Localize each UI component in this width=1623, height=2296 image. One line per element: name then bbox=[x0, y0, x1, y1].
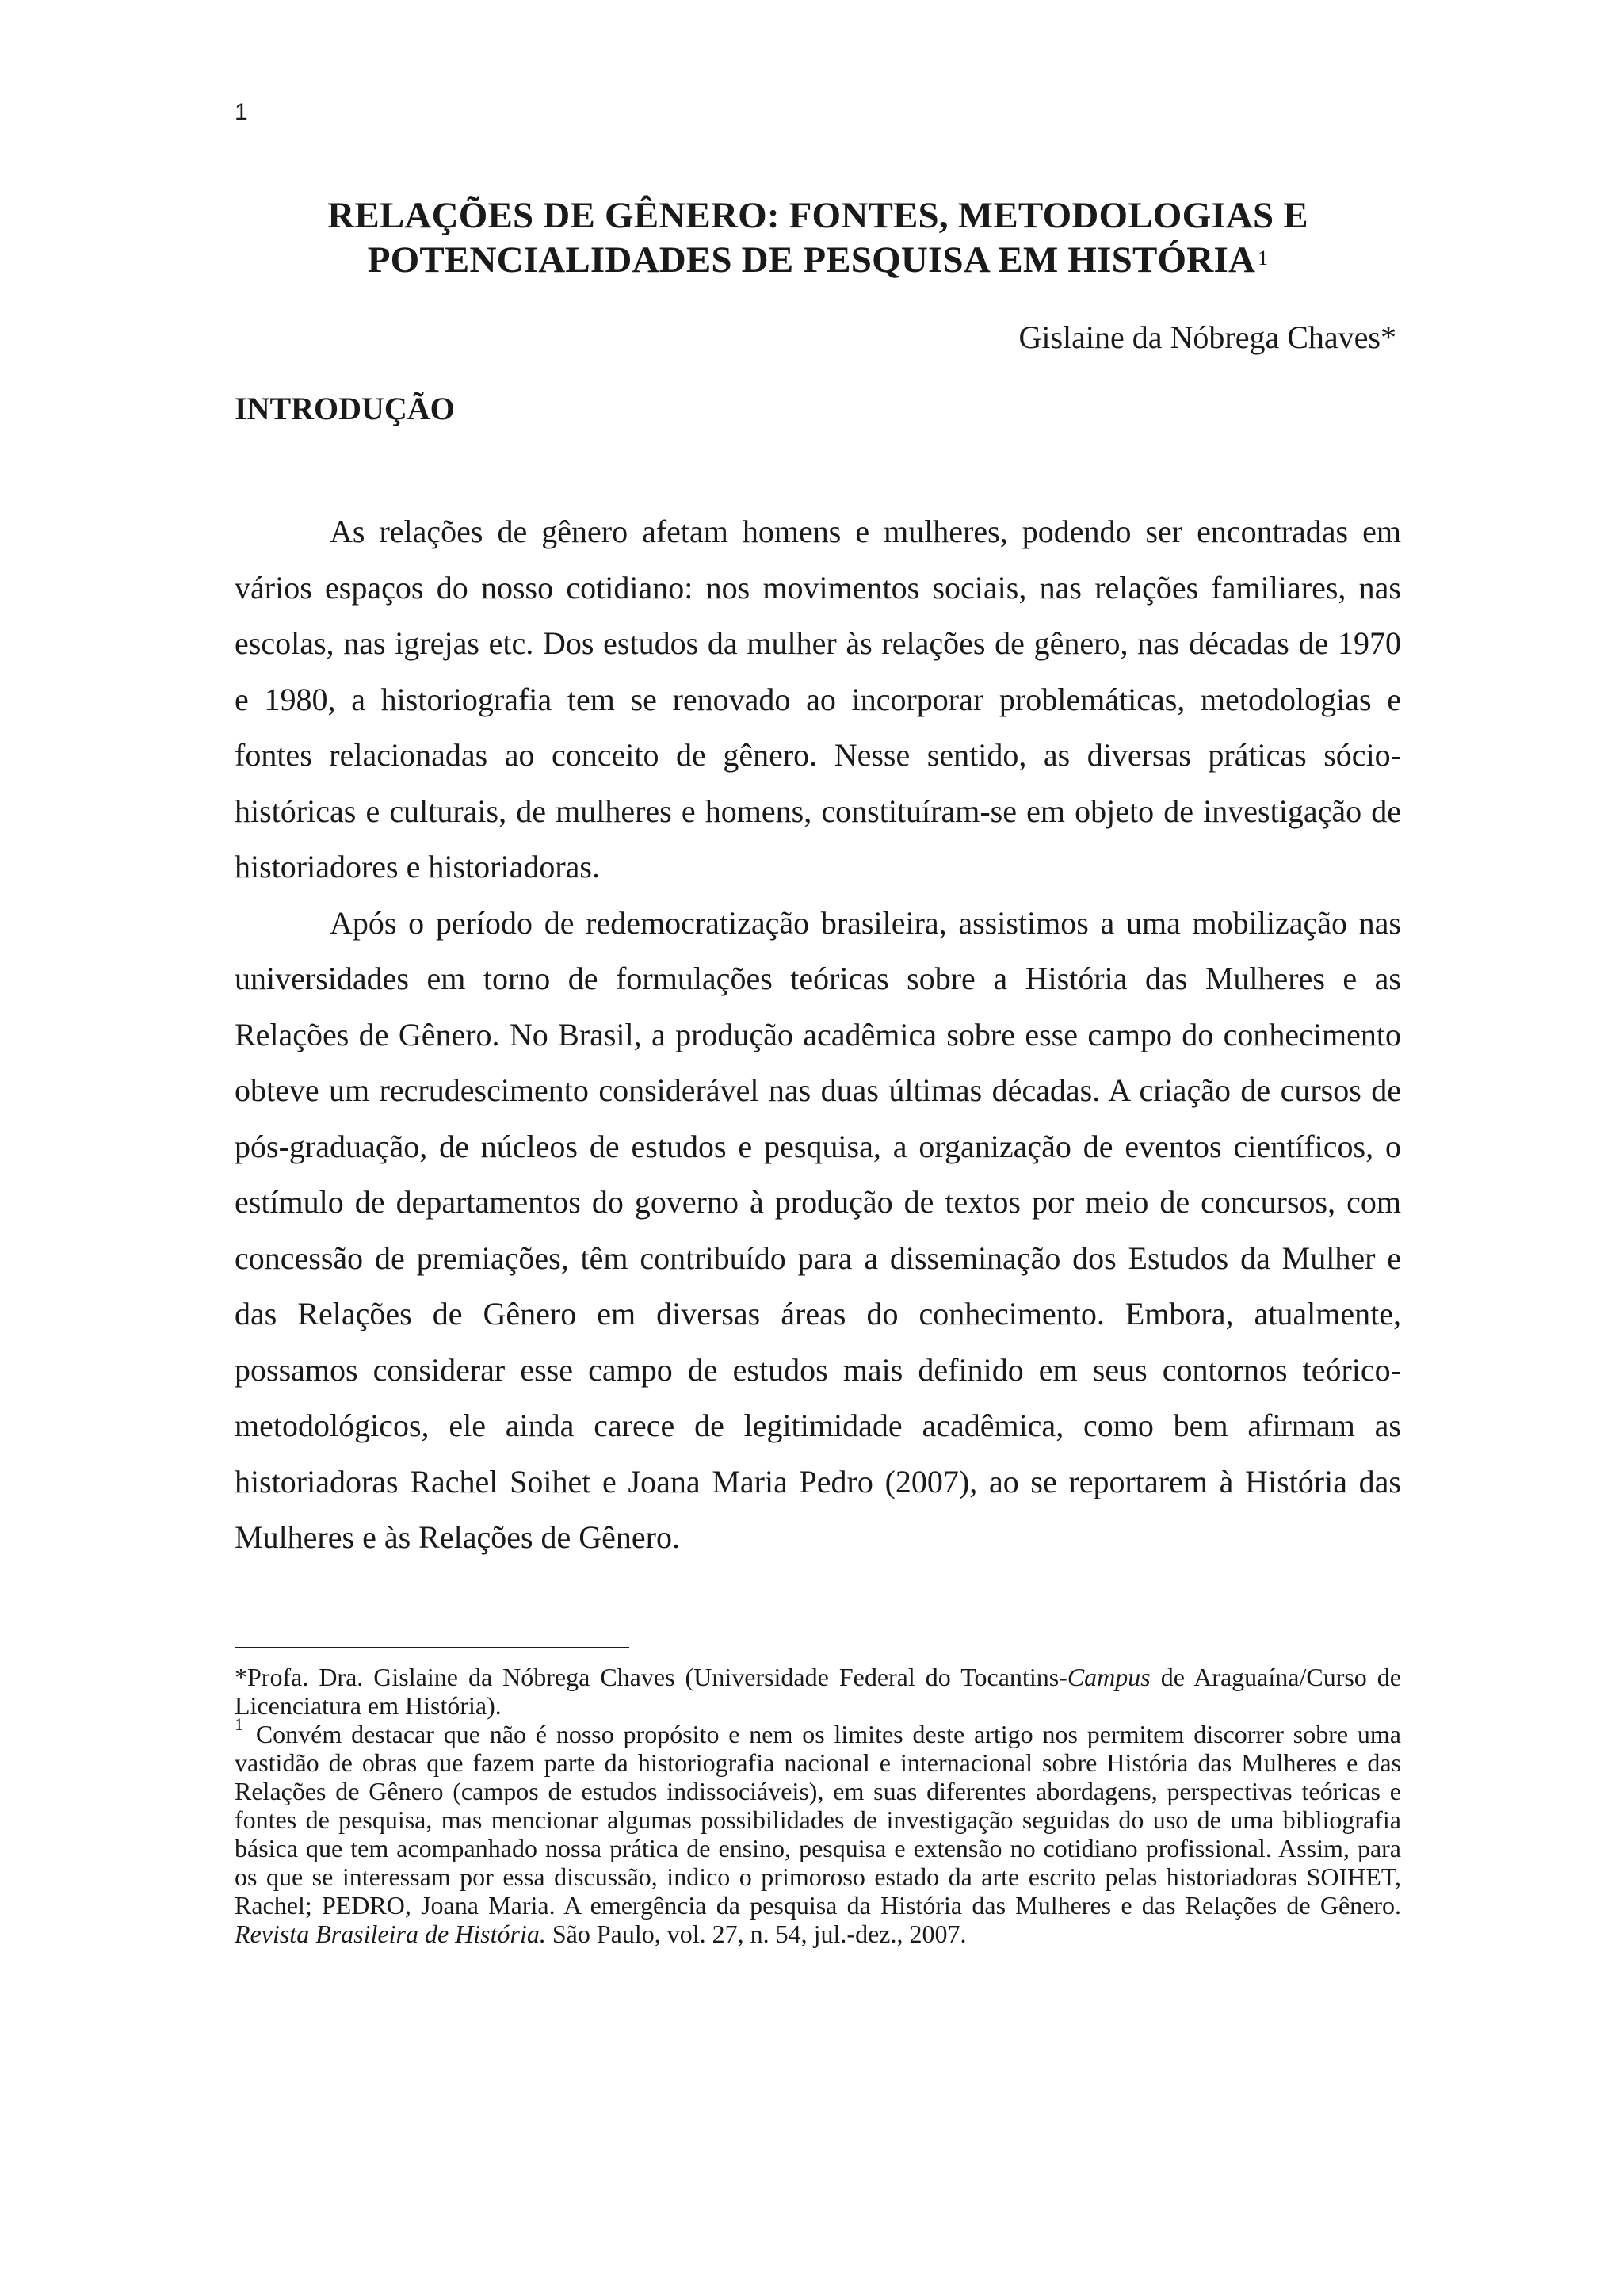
footnote-author-text-1: *Profa. Dra. Gislaine da Nóbrega Chaves (Universidade Federal do Tocantins- bbox=[235, 1663, 1067, 1691]
footnote-1 bbox=[235, 1714, 1401, 1948]
footnotes bbox=[235, 1663, 1401, 1948]
footnote-author-italic: Campus bbox=[1067, 1663, 1151, 1691]
body-text bbox=[235, 504, 1401, 1566]
footnote-author-text-2: de Araguaína/Curso de Licenciatura em História). bbox=[235, 1663, 1402, 1720]
title-line-2 bbox=[235, 238, 1401, 282]
footnote-1-marker: 1 bbox=[235, 1714, 243, 1735]
paper-title bbox=[235, 193, 1401, 282]
title-line-2-text: POTENCIALIDADES DE PESQUISA EM HISTÓRIA bbox=[367, 239, 1256, 281]
footnote-1-tail: São Paulo, vol. 27, n. 54, jul.-dez., 2007. bbox=[545, 1920, 967, 1948]
page-number: 1 bbox=[235, 99, 248, 125]
footnote-author bbox=[235, 1663, 1401, 1720]
title-line-1: RELAÇÕES DE GÊNERO: FONTES, METODOLOGIAS E bbox=[327, 195, 1308, 236]
footnote-1-journal: Revista Brasileira de História. bbox=[235, 1920, 546, 1948]
paragraph: As relações de gênero afetam homens e mulheres, podendo ser encontradas em vários espaços do nosso cotidiano: nos movimentos sociais, nas relações familiares, nas escolas, nas igrejas etc. Dos estudos da mulher às relações de gênero, nas décadas de 1970 e 1980, a historiografia tem se renovado ao incorporar problemáticas, metodologias e fontes relacionadas ao conceito de gênero. Nesse sentido, as diversas práticas sócio-históricas e culturais, de mulheres e homens, constituíram-se em objeto de investigação de historiadores e historiadoras. bbox=[235, 514, 1401, 884]
footnote-1-text: Convém destacar que não é nosso propósito e nem os limites deste artigo nos permitem discorrer sobre uma vastidão de obras que fazem parte da historiografia nacional e internacional sobre História das Mulheres e das Relações de Gênero (campos de estudos indissociáveis), em suas diferentes abordagens, perspectivas teóricas e fontes de pesquisa, mas mencionar algumas possibilidades de investigação seguidas do uso de uma bibliografia básica que tem acompanhado nossa prática de ensino, pesquisa e extensão no cotidiano profissional. Assim, para os que se interessam por essa discussão, indico o primoroso estado da arte escrito pelas historiadoras SOIHET, Rachel; PEDRO, Joana Maria. A emergência da pesquisa da História das Mulheres e das Relações de Gênero. bbox=[235, 1720, 1401, 1920]
footnote-divider bbox=[235, 1647, 629, 1648]
paragraph: Após o período de redemocratização brasileira, assistimos a uma mobilização nas universidades em torno de formulações teóricas sobre a História das Mulheres e as Relações de Gênero. No Brasil, a produção acadêmica sobre esse campo do conhecimento obteve um recrudescimento considerável nas duas últimas décadas. A criação de cursos de pós-graduação, de núcleos de estudos e pesquisa, a organização de eventos científicos, o estímulo de departamentos do governo à produção de textos por meio de concursos, com concessão de premiações, têm contribuído para a disseminação dos Estudos da Mulher e das Relações de Gênero em diversas áreas do conhecimento. Embora, atualmente, possamos considerar esse campo de estudos mais definido em seus contornos teórico-metodológicos, ele ainda carece de legitimidade acadêmica, como bem afirmam as historiadoras Rachel Soihet e Joana Maria Pedro (2007), ao se reportarem à História das Mulheres e às Relações de Gênero. bbox=[235, 904, 1401, 1555]
section-heading: INTRODUÇÃO bbox=[235, 391, 455, 426]
title-footnote-ref[interactable]: 1 bbox=[1258, 246, 1269, 269]
author-name: Gislaine da Nóbrega Chaves* bbox=[1018, 319, 1396, 355]
